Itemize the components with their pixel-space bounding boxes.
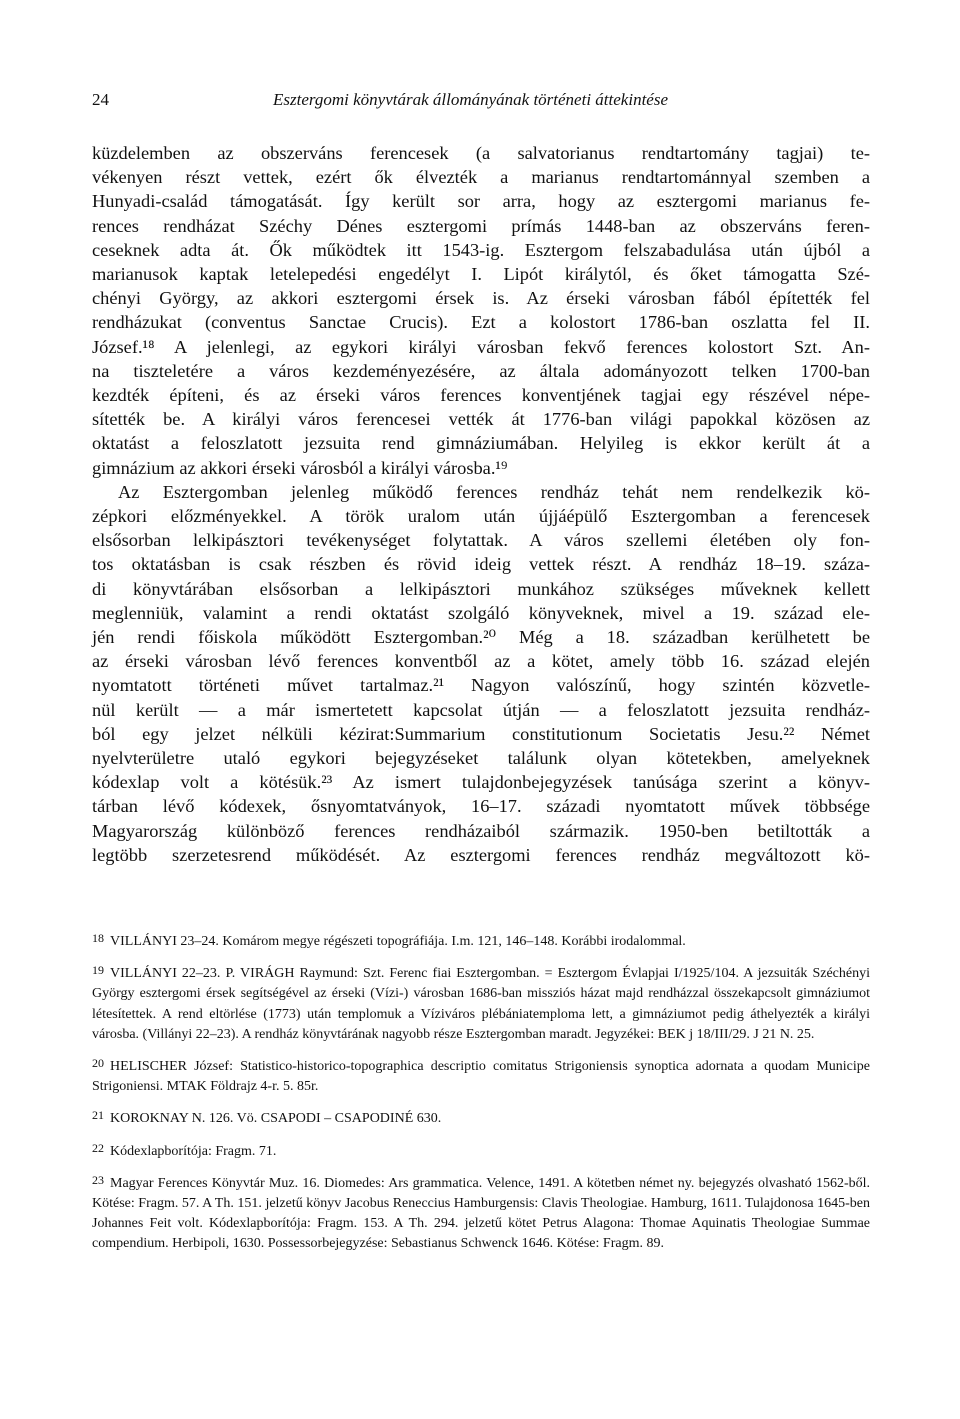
body-line: nyomtatott történeti művet tartalmaz.²¹ Nagyon valószínű, hogy szintén közvetle-	[92, 675, 870, 696]
body-line: di könyvtárában elsősorban a lelkipásztori munkához szükséges műveknek kellett	[92, 578, 870, 599]
body-line: Az Esztergomban jelenleg működő ferences rendház tehát nem rendelkezik kö-	[118, 481, 870, 502]
body-line: chényi György, az akkori esztergomi érsek is. Az érseki városban fából építették fel	[92, 288, 870, 309]
running-title: Esztergomi könyvtárak állományának történeti áttekintése	[273, 90, 668, 109]
body-line: marianusok kaptak letelepedési engedélyt I. Lipót királytól, és őket támogatta Szé-	[92, 264, 870, 285]
footnote-mark: 18	[92, 931, 104, 945]
footnotes	[92, 928, 870, 1263]
body-line: sítették be. A királyi város ferencesei vették át 1776-ban világi papokkal közösen az	[92, 409, 870, 430]
body-line: nyelvterületre utaló egykori bejegyzéseket találunk olyan kötetekben, amelyeknek	[92, 748, 870, 769]
body-line: József.¹⁸ A jelenlegi, az egykori királyi városban fekvő ferences kolostort Szt. An-	[92, 336, 870, 357]
body-line: ceseknek adta át. Ők működtek itt 1543-ig. Esztergom felszabadulása után újból a	[92, 239, 870, 260]
body-line: meglenniük, valamint a rendi oktatást szolgáló könyveknek, mivel a 19. század ele-	[92, 602, 870, 623]
body-line: ból egy jelzet nélküli kézirat:Summarium constitutionum Societatis Jesu.²² Német	[92, 723, 870, 744]
footnote-mark: 20	[92, 1056, 104, 1071]
body-line: kódexlap volt a kötésük.²³ Az ismert tulajdonbejegyzések tanúsága szerint a könyv-	[92, 772, 870, 793]
body-line: tárban lévő kódexek, ősnyomtatványok, 16–17. századi nyomtatott művek többsége	[92, 796, 870, 817]
body-line: küzdelemben az obszerváns ferencesek (a salvatorianus rendtartomány tagjai) te-	[92, 143, 870, 163]
body-line: kezdték építeni, és az érseki város ferences konventjének tagjai egy részével népe-	[92, 385, 870, 406]
running-header	[92, 90, 870, 114]
footnote	[92, 1138, 870, 1162]
body-line: rendházukat (conventus Sanctae Crucis). Ezt a kolostort 1786-ban oszlatta fel II.	[92, 312, 870, 333]
body-line: na tiszteletére a város kezdeményezésére, az általa adományozott telken 1700-ban	[92, 360, 870, 381]
footnote-text: VILLÁNYI 22–23. P. VIRÁGH Raymund: Szt. Ferenc fiai Esztergomban. = Esztergom Évlapjai I/1925/104. A jezsuiták Széchényi György esztergomi érsek segítségével az érseki (Vízi-) városban 1686-ban missziós házat majd rendházzal összekapcsolt gimnáziumot létesítettek. A rend eltörlése (1773) után templomuk a Víziváros plébániatemploma lett, a gimnáziumot pedig áthelyezték a királyi városba. (Villányi 22–23). A rendház könyvtárának nagyobb része Esztergomban maradt. Jegyzékei: BEK j 18/III/29. J 21 N. 25.	[92, 966, 870, 1042]
body-line: nül került — a már ismertetett kapcsolat útján — a feloszlatott jezsuita rendház-	[92, 699, 870, 720]
body-line: gimnázium az akkori érseki városból a királyi városba.¹⁹	[92, 457, 508, 478]
body-line: vékenyen részt vettek, ezért ők élvezték a marianus rendtartománnyal szemben a	[92, 167, 870, 188]
footnote-text: Magyar Ferences Könyvtár Muz. 16. Diomedes: Ars grammatica. Velence, 1491. A kötetben német ny. bejegyzés olvasható 1562-ből. Kötése: Fragm. 57. A Th. 151. jelzetű könyv Jacobus Reneccius Hamburgensis: Clavis Theologiae. Hamburg, 1611. Tulajdonosa 1645-ben Johannes Feit volt. Kódexlapborítója: Fragm. 153. A Th. 294. jelzetű kötet Petrus Alagona: Thomae Aquinatis Theologiae Summae compendium. Herbipoli, 1630. Possessorbejegyzése: Sebastianus Schwenck 1646. Kötése: Fragm. 89.	[92, 1175, 870, 1252]
page-number: 24	[92, 90, 109, 109]
footnote-text: VILLÁNYI 23–24. Komárom megye régészeti topográfiája. I.m. 121, 146–148. Korábbi irodalommal.	[110, 934, 686, 949]
book-page	[92, 0, 870, 1419]
body-line: rences rendházat Széchy Dénes esztergomi prímás 1448-ban az obszerváns feren-	[92, 215, 870, 236]
body-text	[92, 141, 870, 867]
body-line: legtöbb szerzetesrend működését. Az esztergomi ferences rendház megváltozott kö-	[92, 844, 870, 865]
body-line: tos oktatásban is csak részben és rövid ideig vettek részt. A rendház 18–19. száza-	[92, 554, 870, 575]
footnote	[92, 960, 870, 1045]
body-line: Magyarország különböző ferences rendházaiból származik. 1950-ben betiltották a	[92, 820, 870, 841]
body-line: zépkori előzményekkel. A török uralom után újjáépülő Esztergomban a ferencesek	[92, 506, 870, 527]
body-line: oktatást a feloszlatott jezsuita rend gimnáziumában. Helyileg is ekkor került át a	[92, 433, 870, 454]
body-line: az érseki városban lévő ferences konventből az a kötet, amely több 16. század elején	[92, 651, 870, 672]
footnote	[92, 1105, 870, 1129]
footnote-mark: 19	[92, 963, 104, 978]
body-line: elsősorban lelkipásztori tevékenységet folytattak. A város szellemi életében oly fon-	[92, 530, 870, 551]
footnote-text: Kódexlapborítója: Fragm. 71.	[110, 1143, 277, 1159]
footnote-mark: 22	[92, 1140, 104, 1155]
footnote	[92, 1053, 870, 1097]
footnote	[92, 1170, 870, 1255]
body-line: Hunyadi-család támogatását. Így került sor arra, hogy az esztergomi marianus fe-	[92, 191, 870, 212]
footnote-mark: 23	[92, 1172, 104, 1187]
footnote	[92, 928, 870, 952]
footnote-text: HELISCHER József: Statistico-historico-topographica descriptio comitatus Strigoniensis synoptica adornata a quodam Municipe Strigoniensi. MTAK Földrajz 4-r. 5. 85r.	[92, 1059, 870, 1095]
footnote-mark: 21	[92, 1108, 104, 1123]
body-line: jén rendi főiskola működött Esztergomban.²⁰ Még a 18. században kerülhetett be	[92, 627, 870, 648]
footnote-text: KOROKNAY N. 126. Vö. CSAPODI – CSAPODINÉ 630.	[110, 1111, 442, 1127]
